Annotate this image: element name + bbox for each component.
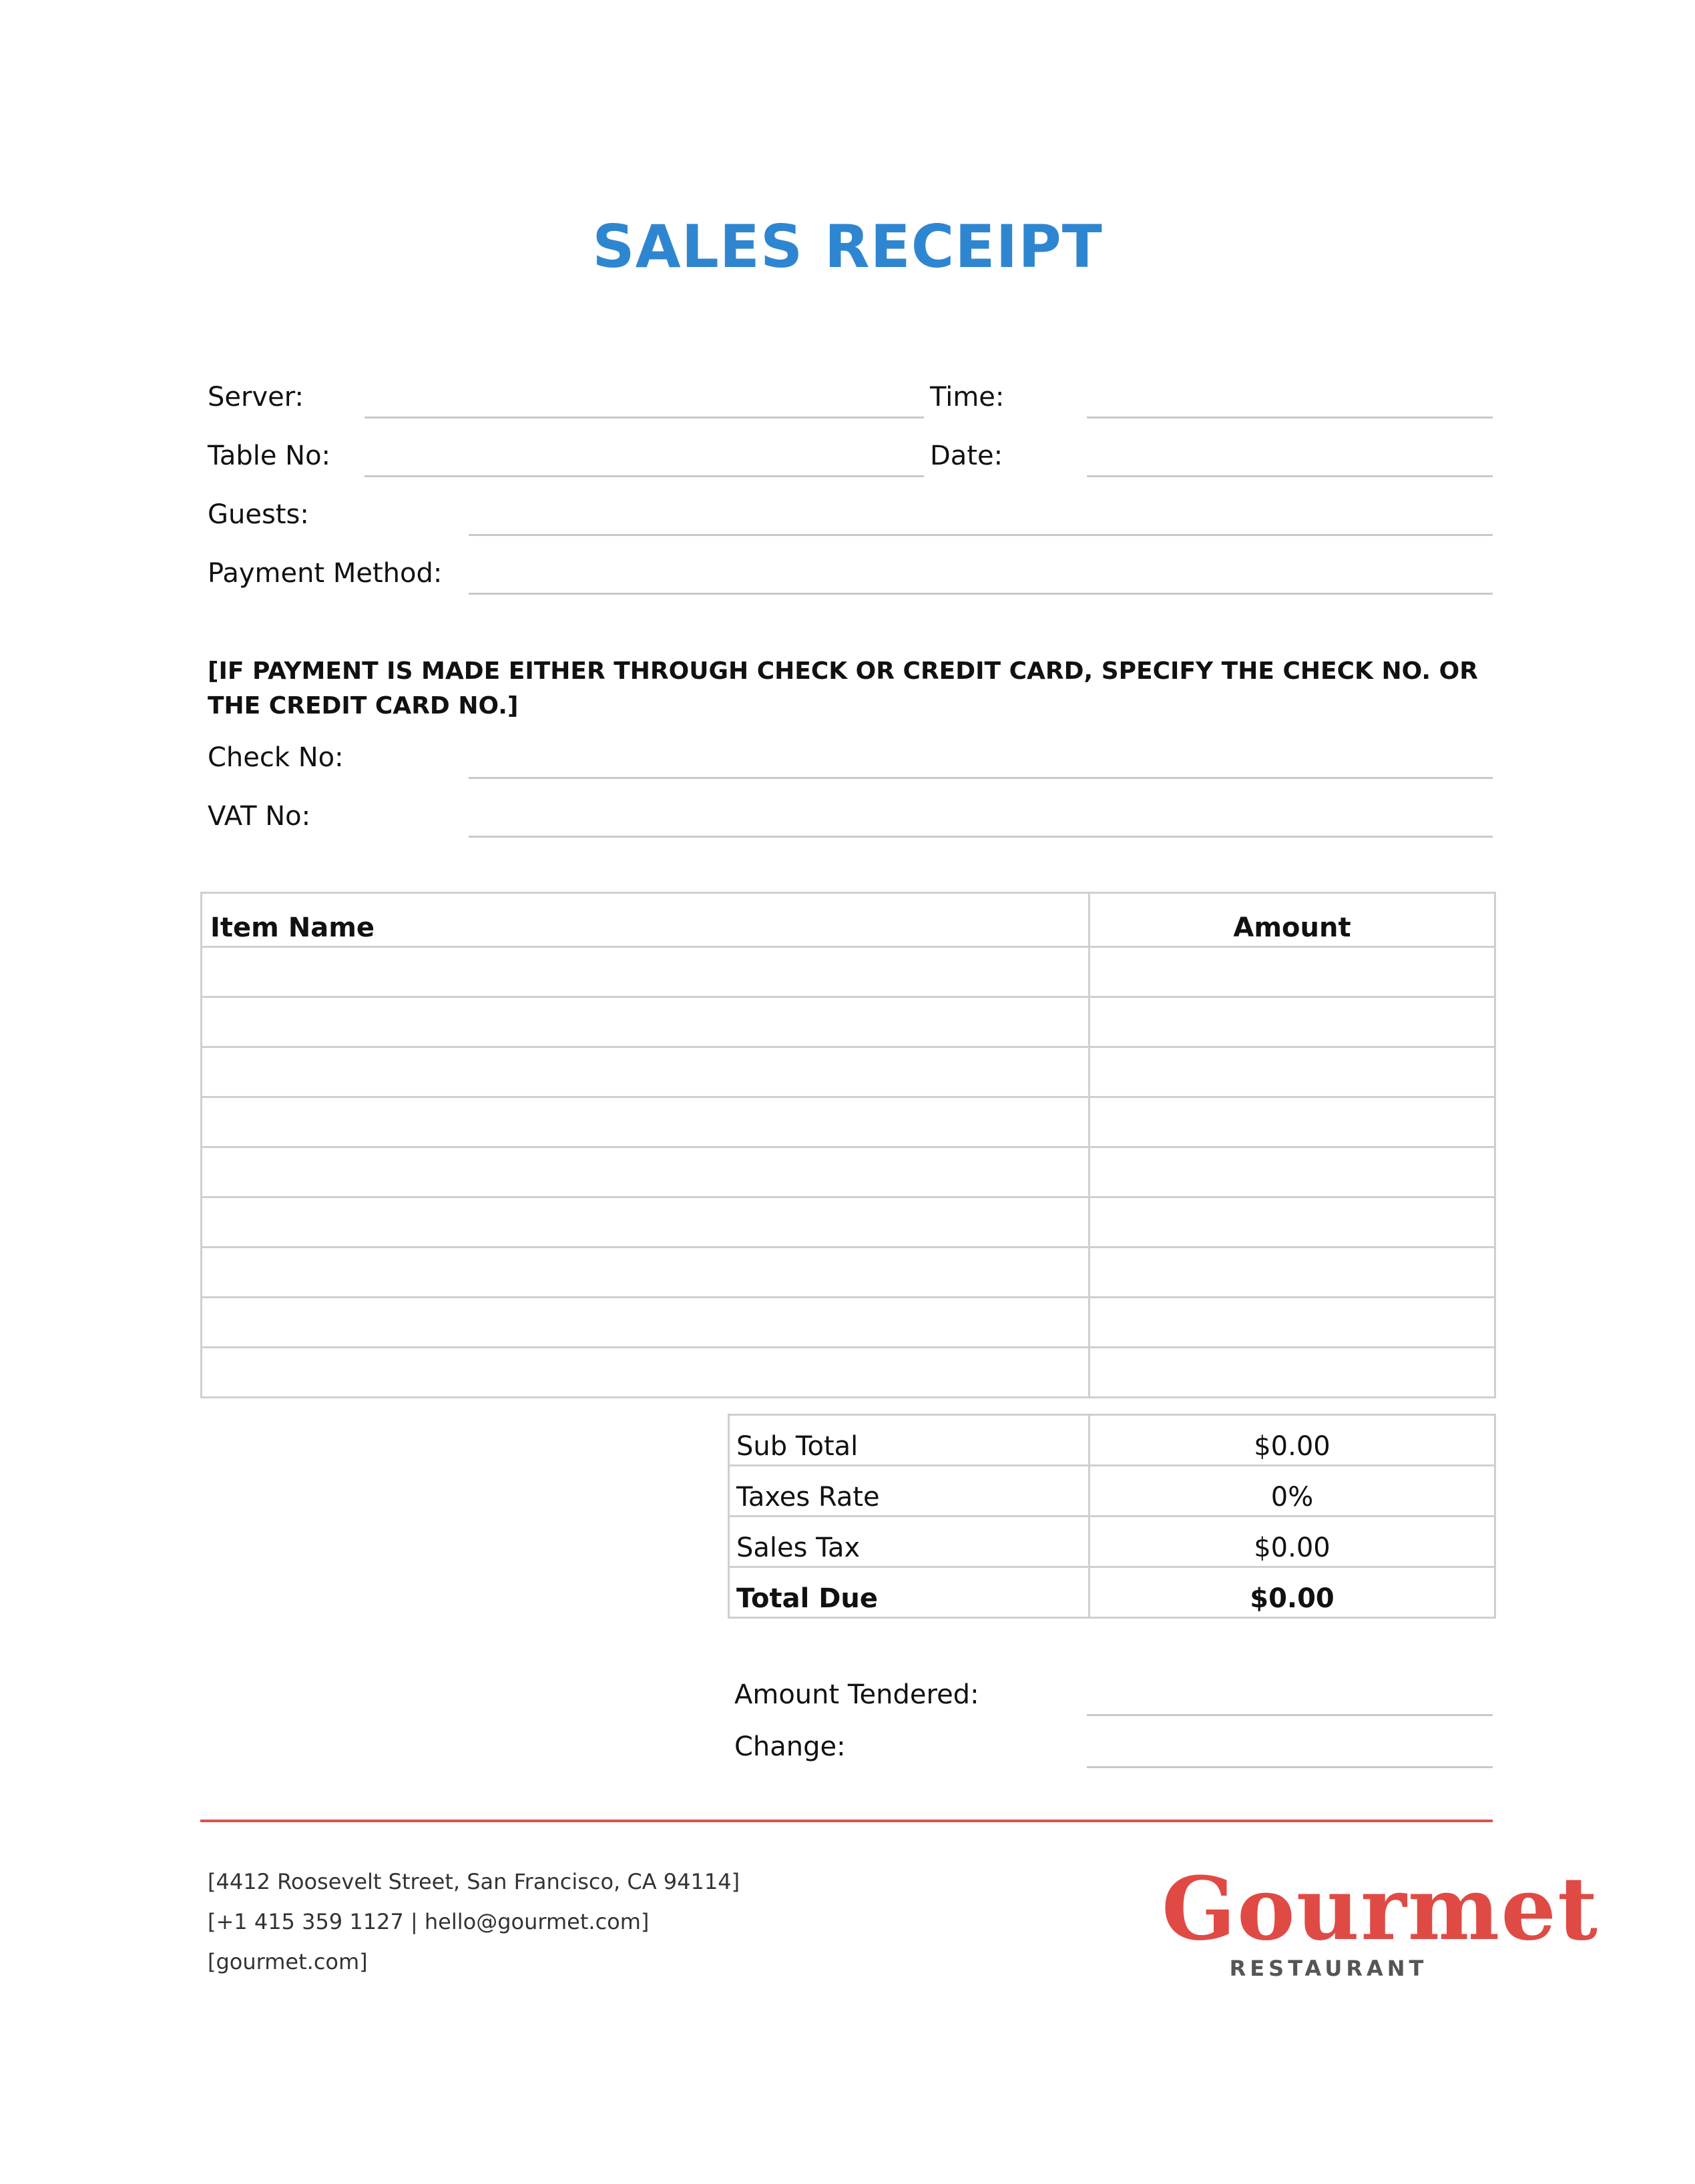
item-amount-cell[interactable] [1089,1147,1495,1197]
table-row [202,1248,1495,1298]
item-amount-cell[interactable] [1089,1248,1495,1298]
table-row [202,1147,1495,1197]
taxes-rate-label: Taxes Rate [729,1466,1089,1517]
subtotal-row [729,1415,1495,1466]
item-name-cell[interactable] [202,947,1089,997]
guests-field[interactable] [469,534,1493,536]
table-no-field[interactable] [365,475,924,477]
sales-tax-row [729,1517,1495,1567]
item-amount-cell[interactable] [1089,1348,1495,1398]
date-label: Date: [930,441,1003,471]
footer-address: [4412 Roosevelt Street, San Francisco, CA 94114] [208,1869,740,1894]
change-label: Change: [734,1731,846,1762]
footer-divider [200,1820,1493,1822]
server-field[interactable] [365,417,924,419]
date-field[interactable] [1087,475,1493,477]
logo-subtitle: RESTAURANT [1229,1956,1428,1981]
table-row [202,1047,1495,1097]
item-name-cell[interactable] [202,1097,1089,1147]
gourmet-logo [1162,1858,1600,1982]
table-row [202,1298,1495,1348]
amount-header: Amount [1089,893,1495,947]
item-amount-cell[interactable] [1089,947,1495,997]
item-name-cell[interactable] [202,1047,1089,1097]
server-label: Server: [208,382,304,413]
table-row [202,997,1495,1047]
change-field[interactable] [1087,1766,1493,1768]
items-header-row [202,893,1495,947]
item-name-cell[interactable] [202,1248,1089,1298]
totals-table [728,1414,1496,1619]
total-due-row [729,1567,1495,1618]
total-due-value: $0.00 [1089,1567,1495,1618]
subtotal-value: $0.00 [1089,1415,1495,1466]
total-due-label: Total Due [729,1567,1089,1618]
guests-label: Guests: [208,499,309,530]
sales-tax-value: $0.00 [1089,1517,1495,1567]
vat-no-label: VAT No: [208,801,311,832]
table-row [202,947,1495,997]
item-name-cell[interactable] [202,997,1089,1047]
page-title: SALES RECEIPT [592,212,1103,281]
check-no-field[interactable] [469,777,1493,779]
payment-note: [IF PAYMENT IS MADE EITHER THROUGH CHECK OR CREDIT CARD, SPECIFY THE CHECK NO. OR THE CREDIT CARD NO.] [208,657,1478,720]
item-amount-cell[interactable] [1089,1047,1495,1097]
payment-method-field[interactable] [469,593,1493,595]
item-amount-cell[interactable] [1089,1097,1495,1147]
item-name-header: Item Name [202,893,1089,947]
item-amount-cell[interactable] [1089,1197,1495,1248]
item-name-cell[interactable] [202,1147,1089,1197]
taxes-rate-value: 0% [1089,1466,1495,1517]
item-amount-cell[interactable] [1089,997,1495,1047]
subtotal-label: Sub Total [729,1415,1089,1466]
footer-website: [gourmet.com] [208,1949,368,1974]
item-name-cell[interactable] [202,1298,1089,1348]
taxes-rate-row [729,1466,1495,1517]
table-row [202,1097,1495,1147]
logo-wordmark: Gourmet [1162,1858,1600,1960]
table-no-label: Table No: [208,441,331,471]
sales-tax-label: Sales Tax [729,1517,1089,1567]
table-row [202,1197,1495,1248]
table-row [202,1348,1495,1398]
check-no-label: Check No: [208,742,344,773]
items-table [200,892,1496,1398]
vat-no-field[interactable] [469,836,1493,838]
time-field[interactable] [1087,417,1493,419]
item-name-cell[interactable] [202,1348,1089,1398]
time-label: Time: [930,382,1005,413]
item-name-cell[interactable] [202,1197,1089,1248]
amount-tendered-label: Amount Tendered: [734,1679,979,1710]
amount-tendered-field[interactable] [1087,1714,1493,1716]
payment-method-label: Payment Method: [208,558,443,589]
footer-contact: [+1 415 359 1127 | hello@gourmet.com] [208,1909,650,1934]
item-amount-cell[interactable] [1089,1298,1495,1348]
